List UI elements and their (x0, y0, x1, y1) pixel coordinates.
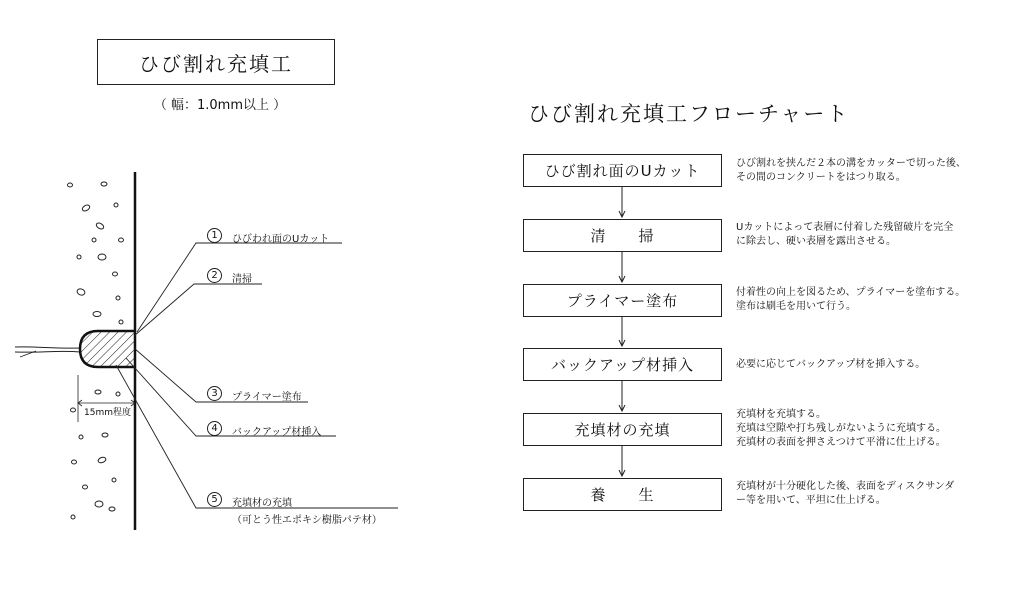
callout-1-label: ひびわれ面のUカット (232, 234, 330, 245)
callout-5-label: 充填材の充填 (232, 498, 292, 509)
flow-step-u-cut: ひび割れ面のUカット (523, 154, 722, 187)
flow-step-curing: 養 生 (523, 478, 722, 511)
callout-1-number: 1 (207, 228, 222, 243)
callout-4-label: バックアップ材挿入 (232, 427, 322, 438)
flow-step-u-cut-desc: ひび割れを挟んだ２本の溝をカッターで切った後、 その間のコンクリートをはつり取る。 (736, 158, 966, 183)
flow-step-cleaning-desc: Uカットによって表層に付着した残留破片を完全 に除去し、硬い表層を露出させる。 (736, 222, 954, 247)
callout-2-number: 2 (207, 268, 222, 283)
flow-step-filling: 充填材の充填 (523, 413, 722, 446)
callout-2-label: 清掃 (232, 274, 252, 285)
callout-3-label: プライマー塗布 (232, 392, 302, 403)
callout-4-number: 4 (207, 421, 222, 436)
callout-3-number: 3 (207, 386, 222, 401)
diagram-title: ひび割れ充填工 (97, 39, 335, 85)
flow-step-filling-desc: 充填材を充填する。 充填は空隙や打ち残しがないように充填する。 充填材の表面を押さえつけて平滑に仕上げる。 (736, 409, 946, 448)
flow-step-backup: バックアップ材挿入 (523, 348, 722, 381)
dimension-label: 15mm程度 (84, 408, 131, 418)
flow-step-cleaning: 清 掃 (523, 219, 722, 252)
callout-5-number: 5 (207, 492, 222, 507)
flow-step-backup-desc: 必要に応じてバックアップ材を挿入する。 (736, 359, 926, 370)
flow-step-curing-desc: 充填材が十分硬化した後、表面をディスクサンダ ー等を用いて、平坦に仕上げる。 (736, 481, 955, 506)
flow-step-primer-desc: 付着性の向上を図るため、プライマーを塗布する。 塗布は刷毛を用いて行う。 (736, 287, 966, 312)
diagram-subtitle: （ 幅：1.0mm以上 ） (153, 98, 287, 113)
flow-step-primer: プライマー塗布 (523, 284, 722, 317)
flowchart-title: ひび割れ充填工フローチャート (528, 102, 850, 126)
callout-5-sublabel: （可とう性エポキシ樹脂パテ材） (232, 515, 382, 526)
